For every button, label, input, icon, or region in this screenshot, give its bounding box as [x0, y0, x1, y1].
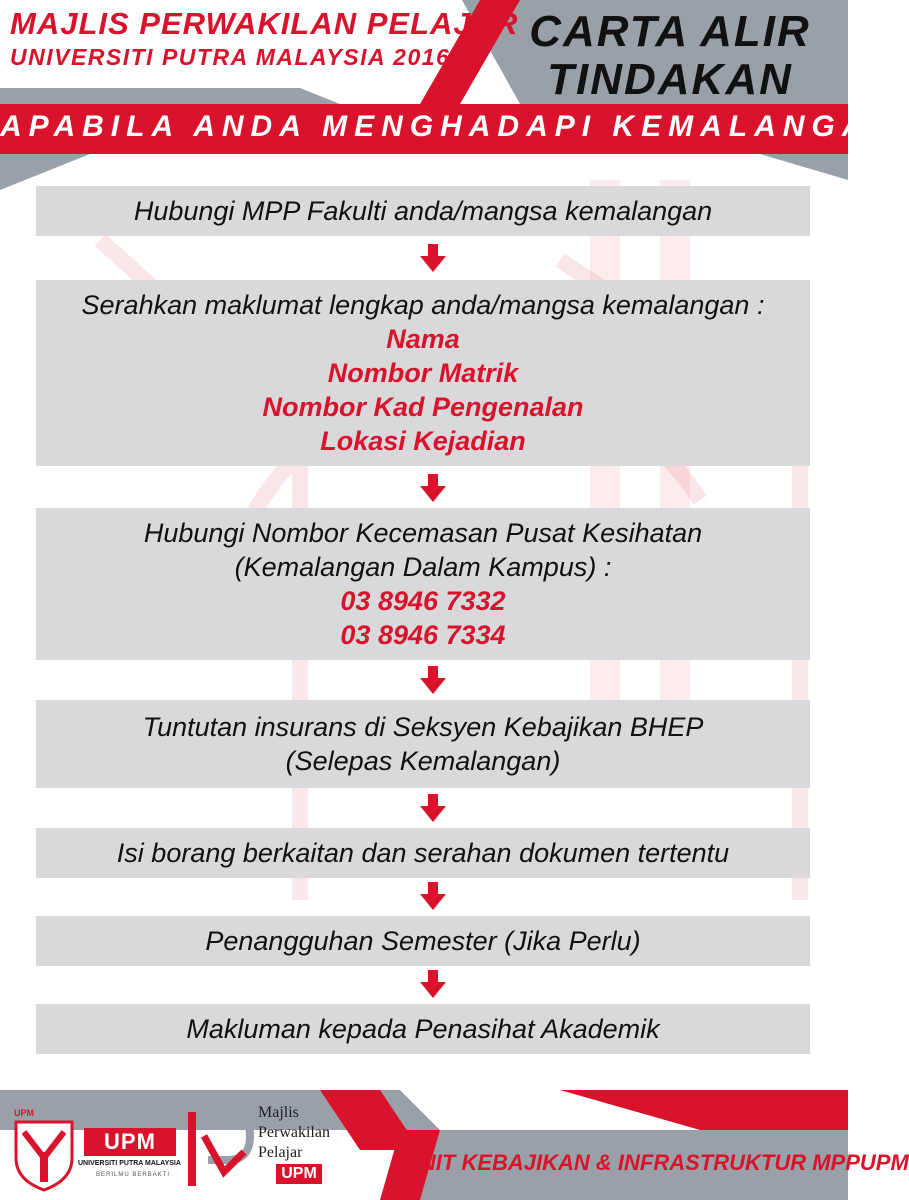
step-3-text: Hubungi Nombor Kecemasan Pusat Kesihatan — [143, 518, 703, 548]
emergency-number: 03 8946 7334 — [340, 620, 506, 650]
banner-heading: APABILA ANDA MENGHADAPI KEMALANGAN — [0, 110, 900, 143]
upm-logo-top-text: UPM — [14, 1108, 34, 1118]
emergency-number: 03 8946 7332 — [340, 586, 506, 616]
step-6-box — [36, 916, 810, 966]
mpp-logo-line2: Perwakilan — [258, 1124, 330, 1141]
step-2-box — [36, 280, 810, 466]
mpp-logo-line1: Majlis — [258, 1104, 299, 1121]
down-arrow-icon — [418, 244, 448, 274]
step-2-item: Nombor Matrik — [327, 358, 519, 388]
org-name: MAJLIS PERWAKILAN PELAJAR — [10, 6, 519, 41]
step-4-text: Tuntutan insurans di Seksyen Kebajikan BHEP — [142, 712, 704, 742]
step-5-box — [36, 828, 810, 878]
step-1-box — [36, 186, 810, 236]
upm-logo-word: UPM — [84, 1128, 176, 1156]
step-2-item: Nama — [386, 324, 460, 354]
step-1-text: Hubungi MPP Fakulti anda/mangsa kemalangan — [133, 196, 713, 226]
step-7-text: Makluman kepada Penasihat Akademik — [186, 1014, 660, 1044]
footer-unit-name: UNIT KEBAJIKAN & INFRASTRUKTUR MPPUPM — [404, 1150, 909, 1175]
step-2-item: Nombor Kad Pengenalan — [262, 392, 584, 422]
upm-logo-motto: BERILMU BERBAKTI — [96, 1172, 171, 1178]
step-3-text: (Kemalangan Dalam Kampus) : — [234, 552, 612, 582]
step-2-item: Lokasi Kejadian — [320, 426, 526, 456]
step-4-text: (Selepas Kemalangan) — [285, 746, 561, 776]
step-6-text: Penangguhan Semester (Jika Perlu) — [205, 926, 641, 956]
step-5-text: Isi borang berkaitan dan serahan dokumen tertentu — [116, 838, 730, 868]
down-arrow-icon — [418, 794, 448, 824]
step-2-text: Serahkan maklumat lengkap anda/mangsa kemalangan : — [81, 290, 765, 320]
upm-crest-icon — [12, 1118, 76, 1192]
step-3-box — [36, 508, 810, 660]
mpp-logo-badge: UPM — [276, 1164, 322, 1184]
mpp-logo-line3: Pelajar — [258, 1144, 303, 1161]
down-arrow-icon — [418, 882, 448, 912]
step-4-box — [36, 700, 810, 788]
step-7-box — [36, 1004, 810, 1054]
down-arrow-icon — [418, 474, 448, 504]
upm-logo-subtitle: UNIVERSITI PUTRA MALAYSIA — [78, 1160, 181, 1167]
org-university: UNIVERSITI PUTRA MALAYSIA 2016/17 — [10, 44, 487, 70]
title-line-1: CARTA ALIR — [529, 7, 811, 56]
mpp-logo-icon — [184, 1102, 256, 1192]
title-line-2: TINDAKAN — [547, 55, 793, 104]
down-arrow-icon — [418, 970, 448, 1000]
down-arrow-icon — [418, 666, 448, 696]
